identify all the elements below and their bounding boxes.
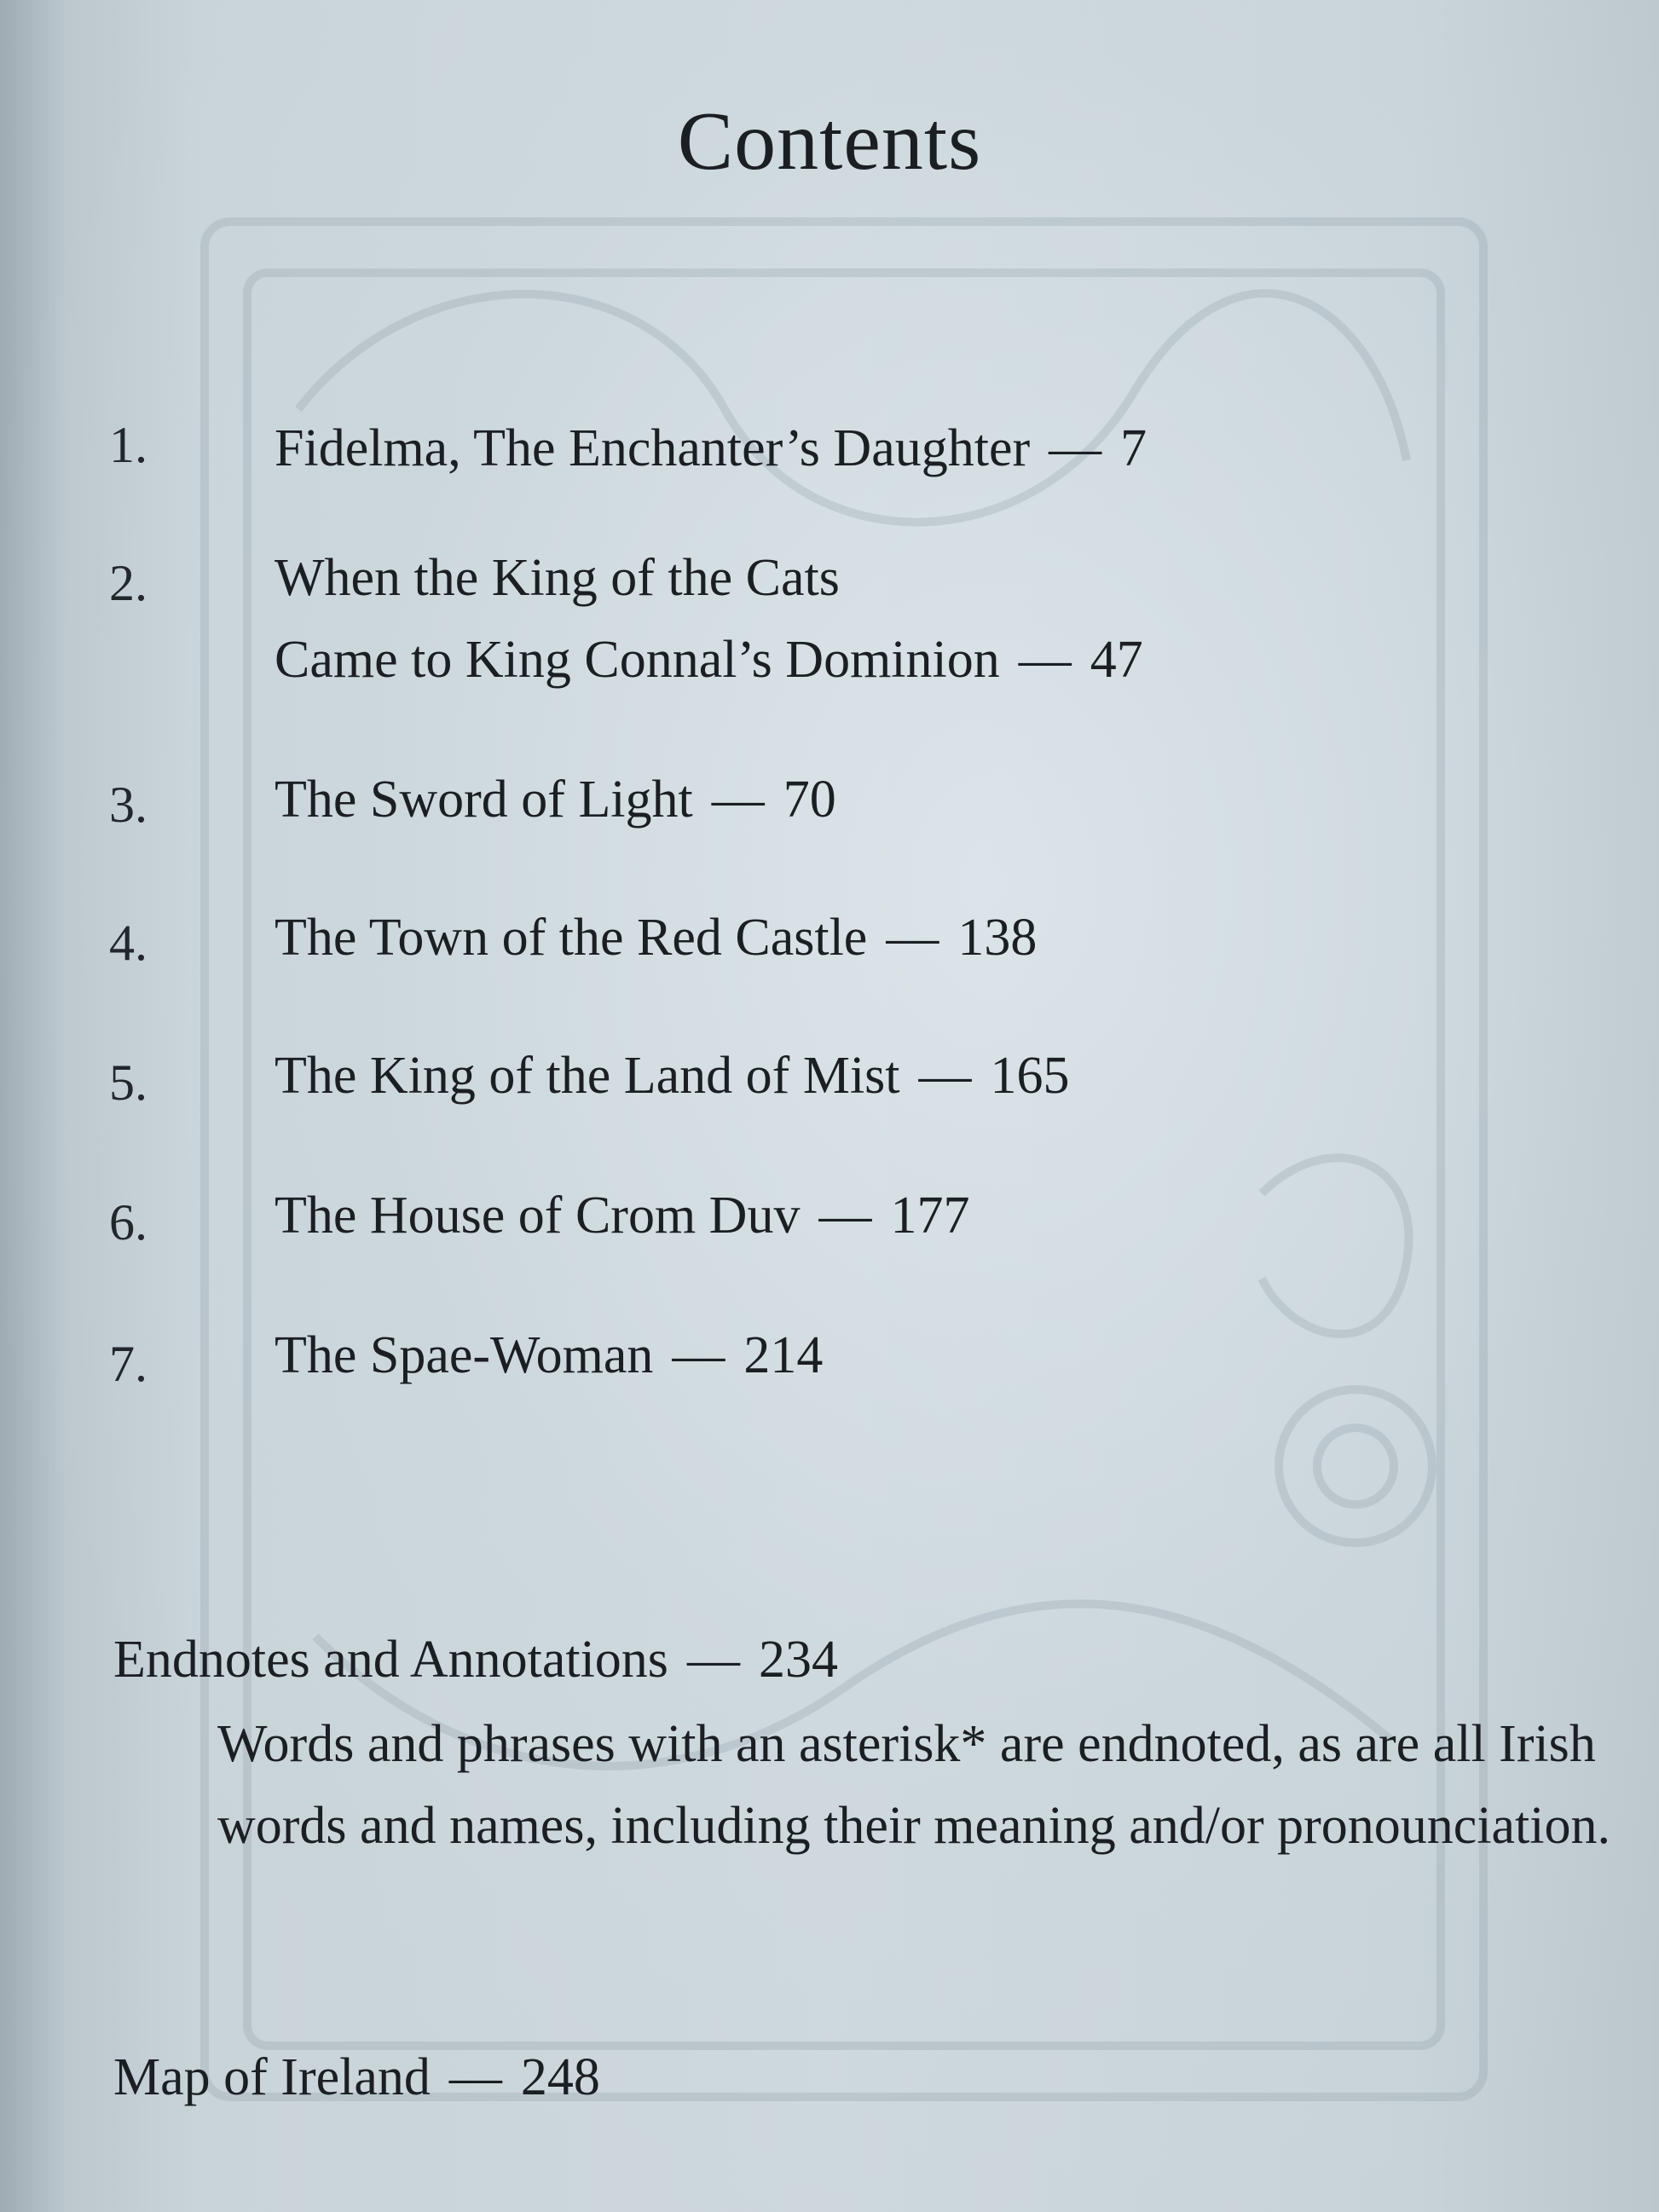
page-number: 214 (743, 1326, 824, 1384)
separator-dash: — (711, 771, 765, 829)
page-number: 70 (783, 771, 836, 829)
endnotes-title: Endnotes and Annotations (113, 1631, 668, 1689)
chapter-title: The Spae-Woman (275, 1326, 654, 1384)
page-number: 7 (1120, 419, 1147, 477)
chapter-number: 2. (109, 555, 147, 611)
separator-dash: — (1049, 419, 1102, 477)
separator-dash: — (918, 1047, 972, 1105)
chapter-title-line (275, 1035, 1070, 1117)
page-number: 47 (1090, 631, 1143, 689)
chapter-title-line (275, 619, 1143, 701)
chapter-title-line (275, 1314, 823, 1396)
chapter-title-line (275, 759, 836, 840)
endnotes-entry (113, 1630, 838, 1690)
page-number: 234 (758, 1631, 838, 1689)
chapter-number: 4. (109, 915, 147, 971)
page-number: 177 (890, 1187, 970, 1245)
chapter-title: The Sword of Light (275, 771, 693, 829)
chapter-number: 1. (109, 417, 147, 473)
chapter-title-line (275, 897, 1037, 979)
separator-dash: — (886, 909, 939, 967)
map-title: Map of Ireland (113, 2048, 431, 2106)
chapter-title: Fidelma, The Enchanter’s Daughter (275, 419, 1031, 477)
endnotes-description: Words and phrases with an asterisk* are endnoted, as are all Irish words and names, including their meaning and/or pronounciation. (217, 1715, 1611, 1855)
chapter-title-line (275, 407, 1147, 489)
chapter-title: The Town of the Red Castle (275, 909, 868, 967)
chapter-title: Came to King Connal’s Dominion (275, 631, 1000, 689)
chapter-number: 7. (109, 1336, 147, 1392)
page-title: Contents (677, 95, 982, 188)
chapter-title: When the King of the Cats (275, 549, 840, 607)
map-entry (113, 2047, 600, 2108)
page-number: 165 (990, 1047, 1070, 1105)
chapter-title: The House of Crom Duv (275, 1187, 801, 1245)
separator-dash: — (672, 1326, 725, 1384)
separator-dash: — (1018, 631, 1072, 689)
separator-dash: — (686, 1631, 740, 1689)
chapter-title-line (275, 1175, 969, 1256)
separator-dash: — (818, 1187, 872, 1245)
page-number: 138 (957, 909, 1038, 967)
chapter-title-line (275, 537, 840, 619)
chapter-number: 3. (109, 777, 147, 833)
chapter-title: The King of the Land of Mist (275, 1047, 900, 1105)
separator-dash: — (448, 2048, 502, 2106)
chapter-number: 5. (109, 1054, 147, 1111)
page-number: 248 (520, 2048, 600, 2106)
chapter-number: 6. (109, 1194, 147, 1250)
